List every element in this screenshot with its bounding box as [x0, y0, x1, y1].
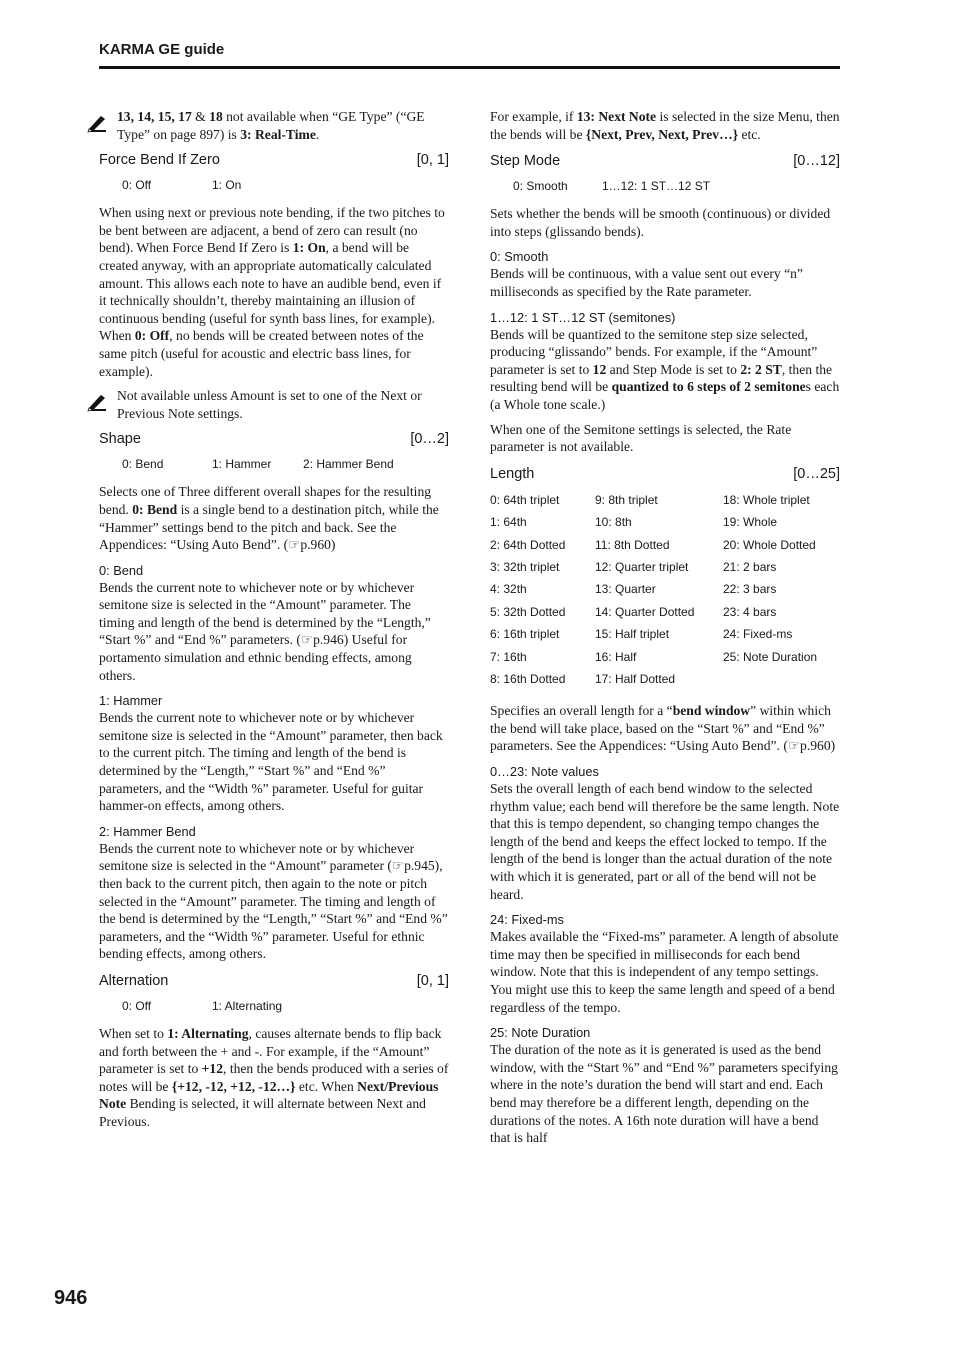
text: s each (a Whole tone scale.)	[490, 379, 840, 412]
bold-text: bend window	[672, 703, 751, 719]
header-title: KARMA GE guide	[99, 41, 225, 58]
param-range: [0, 1]	[416, 152, 449, 169]
bold-text: 2: 2 ST	[740, 361, 782, 377]
subheading: 0…23: Note values	[490, 764, 599, 780]
paragraph: Sets the overall length of each bend window to the selected rhythm value; each bend will therefore be the same length. Note that this is tempo dependent, so changing tempo changes the length of the bend and keeps the effect locked to tempo. If the length of the bend is longer than the actual duration of the note with which it is generated, part or all of the bend will not be heard.	[490, 781, 840, 902]
note-text: .	[315, 126, 320, 142]
paragraph: When one of the Semitone settings is selected, the Rate parameter is not available.	[490, 421, 792, 455]
subheading: 1: Hammer	[99, 693, 163, 709]
paragraph: Bends the current note to whichever note or by whichever semitone size is selected in the “Amount” parameter, then back to the current pitch. The timing and length of the bend is determined by the “Length,” “Start %” and “End %” parameters, and the “Width %” parameter. Useful for guitar hammer-on effects, among others.	[99, 710, 443, 814]
bold-text: 13: Next Note	[576, 109, 657, 124]
param-heading-shape	[99, 428, 449, 450]
note-bold-value: 3: Real-Time	[240, 126, 316, 142]
table-row	[490, 489, 817, 511]
subheading: 1…12: 1 ST…12 ST (semitones)	[490, 309, 676, 325]
caution-note	[99, 108, 449, 143]
bold-text: {+12, -12, +12, -12…}	[171, 1078, 296, 1094]
table-cell: 6: 16th triplet	[490, 627, 560, 642]
param-range: [0, 1]	[416, 972, 449, 989]
param-heading-step-mode	[490, 150, 840, 172]
right-column	[490, 108, 840, 1147]
subheading: 24: Fixed-ms	[490, 912, 564, 928]
table-cell: 14: Quarter Dotted	[595, 604, 695, 619]
table-cell: 20: Whole Dotted	[723, 537, 816, 552]
text: When set to	[99, 1025, 168, 1041]
value-option: 0: Off	[122, 178, 152, 193]
paragraph: Makes available the “Fixed-ms” parameter. A length of absolute time may then be specified in milliseconds for each bend window. Note that this is independent of any tempo settings. You might use this to keep the same length and speed of a bend regardless of the tempo.	[490, 929, 839, 1015]
table-cell: 11: 8th Dotted	[595, 537, 670, 552]
paragraph: Bends the current note to whichever note or by whichever semitone size is selected in the “Amount” parameter (☞p.945), then back to the current pitch, then again to the note or pitch selected in the “Amount” parameter. The timing and length of the bend is determined by the “Length,” “Start %” and “End %” parameters, and the “Width %” parameter. Useful for ethnic bending effects, among others.	[99, 840, 448, 962]
text: etc.	[738, 126, 761, 142]
header-rule	[99, 66, 840, 69]
table-row	[490, 668, 817, 690]
paragraph: Sets whether the bends will be smooth (continuous) or divided into steps (glissando bends).	[490, 206, 831, 239]
paragraph	[99, 483, 449, 553]
bold-text: Next/Previous Note	[99, 1078, 439, 1112]
param-heading-alternation	[99, 970, 449, 992]
param-values	[99, 176, 449, 194]
table-cell: 15: Half triplet	[595, 627, 670, 642]
table-cell: 0: 64th triplet	[490, 492, 560, 507]
param-range: [0…2]	[410, 431, 449, 448]
bold-text: 1: On	[292, 240, 326, 256]
text: etc. When	[295, 1078, 358, 1094]
table-cell: 3: 32th triplet	[490, 560, 560, 575]
text: Bends will be quantized to the semitone step size selected, producing “glissando” bends. For example, if the “Amount” parameter is set to	[490, 326, 818, 377]
text: and Step Mode is set to	[606, 361, 741, 377]
text: , causes alternate bends to flip back and forth between the + and -. For example, if the “Amount” parameter is set to	[99, 1025, 442, 1077]
value-option: 0: Bend	[122, 457, 164, 472]
note-bold-param: 18	[209, 109, 223, 124]
value-option: 1: Hammer	[212, 457, 272, 472]
param-heading-force-bend	[99, 149, 449, 171]
text: , a bend will be created anyway, with an appropriate automatically calculated amount. This allows each note to have an audible bend, even if it technically shouldn’t, thereby maintaining an illusion of continuous bending (useful for synth bass lines, for example). When	[99, 240, 442, 344]
param-name: Length	[490, 465, 535, 482]
table-cell: 22: 3 bars	[723, 582, 777, 597]
param-range: [0…12]	[793, 153, 840, 170]
text: Specifies an overall length for a “	[490, 703, 673, 719]
table-cell: 2: 64th Dotted	[490, 537, 566, 552]
text: , no bends will be created between notes of the same pitch (useful for acoustic and electric bass lines, for example).	[99, 328, 424, 379]
caution-note	[99, 387, 449, 422]
paragraph: The duration of the note as it is generated is used as the bend window, with the “Start %” and “End %” parameters specifying where in the note’s duration the bend will start and end. Each bend may therefore be a different length, depending on the durations of the notes. A 16th note duration will have a bend that is half	[490, 1042, 838, 1146]
text: is a single bend to a destination pitch, while the “Hammer” settings bend to the pitch and back. See the Appendices: “Using Auto Bend”. (☞p.960)	[99, 501, 439, 553]
note-text: &	[191, 109, 210, 124]
paragraph	[490, 108, 840, 143]
table-cell: 7: 16th	[490, 649, 527, 664]
table-row	[490, 511, 817, 533]
bold-text: 0: Off	[134, 328, 170, 344]
paragraph	[99, 1025, 449, 1131]
table-cell: 19: Whole	[723, 515, 778, 530]
value-option: 1: Alternating	[212, 998, 283, 1013]
subheading: 2: Hammer Bend	[99, 823, 196, 839]
value-option: 1…12: 1 ST…12 ST	[602, 179, 711, 194]
table-row	[490, 534, 817, 556]
param-name: Shape	[99, 431, 141, 448]
table-cell: 23: 4 bars	[723, 604, 777, 619]
table-cell: 13: Quarter	[595, 582, 656, 597]
paragraph: Bends the current note to whichever note or by whichever semitone size is selected in the “Amount” parameter. The timing and length of the bend is determined by the “Length,” “Start %” and “End %” parameters. (☞p.946) Useful for portamento simulation and ethnic bending effects, among others.	[99, 579, 431, 683]
table-row	[490, 645, 817, 667]
subheading: 0: Smooth	[490, 249, 549, 265]
table-row	[490, 578, 817, 600]
value-option: 2: Hammer Bend	[303, 457, 394, 472]
value-option: 0: Smooth	[513, 179, 568, 194]
param-heading-length	[490, 463, 840, 485]
pencil-note-icon	[86, 393, 108, 413]
table-cell: 4: 32th	[490, 582, 527, 597]
text: Selects one of Three different overall shapes for the resulting bend.	[99, 484, 432, 517]
table-cell: 16: Half	[595, 649, 637, 664]
bold-text: quantized to 6 steps of 2 semitone	[611, 379, 806, 395]
param-values	[490, 177, 840, 195]
param-name: Alternation	[99, 972, 169, 989]
table-cell: 8: 16th Dotted	[490, 672, 566, 687]
table-cell: 24: Fixed-ms	[723, 627, 793, 642]
length-values-table	[490, 489, 817, 691]
paragraph: Bends will be continuous, with a value sent out every “n” milliseconds as specified by the Rate parameter.	[490, 266, 803, 299]
param-values	[99, 997, 449, 1015]
table-cell	[723, 668, 817, 690]
param-name: Force Bend If Zero	[99, 152, 220, 169]
text: , then the resulting bend will be	[490, 361, 833, 395]
subheading: 25: Note Duration	[490, 1025, 591, 1041]
param-range: [0…25]	[793, 465, 840, 482]
value-option: 0: Off	[122, 998, 152, 1013]
table-row	[490, 623, 817, 645]
text: Bending is selected, it will alternate between Next and Previous.	[99, 1096, 426, 1129]
bold-text: +12	[201, 1061, 224, 1077]
note-bold-params: 13, 14, 15, 17	[117, 109, 192, 124]
text: ” within which the bend will take place, based on the “Start %” and “End %” parameters. See the Appendices: “Using Auto Bend”. (☞p.960)	[490, 703, 836, 754]
note-text: not available when “GE Type” (“GE Type” on page 897) is	[117, 109, 425, 142]
bold-text: 1: Alternating	[167, 1025, 249, 1041]
paragraph	[99, 204, 449, 380]
left-column	[99, 108, 449, 1131]
table-cell: 5: 32th Dotted	[490, 604, 566, 619]
table-row	[490, 601, 817, 623]
param-values	[99, 455, 449, 473]
paragraph	[490, 326, 840, 414]
table-cell: 9: 8th triplet	[595, 492, 658, 507]
bold-text: 12	[592, 361, 607, 377]
pencil-note-icon	[86, 114, 108, 134]
paragraph	[490, 702, 840, 755]
table-row	[490, 556, 817, 578]
table-cell: 18: Whole triplet	[723, 492, 810, 507]
table-cell: 12: Quarter triplet	[595, 560, 689, 575]
bold-text: 0: Bend	[132, 501, 178, 517]
text: , then the bends produced with a series of notes will be	[99, 1061, 449, 1094]
note-text: Not available unless Amount is set to one of the Next or Previous Note settings.	[117, 388, 422, 421]
bold-text: {Next, Prev, Next, Prev…}	[585, 126, 739, 142]
table-cell: 25: Note Duration	[723, 649, 818, 664]
value-option: 1: On	[212, 178, 242, 193]
table-cell: 17: Half Dotted	[595, 672, 676, 687]
table-cell: 1: 64th	[490, 515, 527, 530]
table-cell: 21: 2 bars	[723, 560, 777, 575]
text: For example, if	[490, 109, 577, 124]
subheading: 0: Bend	[99, 562, 144, 578]
text: When using next or previous note bending, if the two pitches to be bent between are adjacent, a bend of zero can result (no bend). When Force Bend If Zero is	[99, 205, 445, 256]
text: is selected in the size Menu, then the bends will be	[490, 109, 840, 142]
param-name: Step Mode	[490, 153, 561, 170]
page-number: 946	[54, 1287, 88, 1309]
table-cell: 10: 8th	[595, 515, 632, 530]
